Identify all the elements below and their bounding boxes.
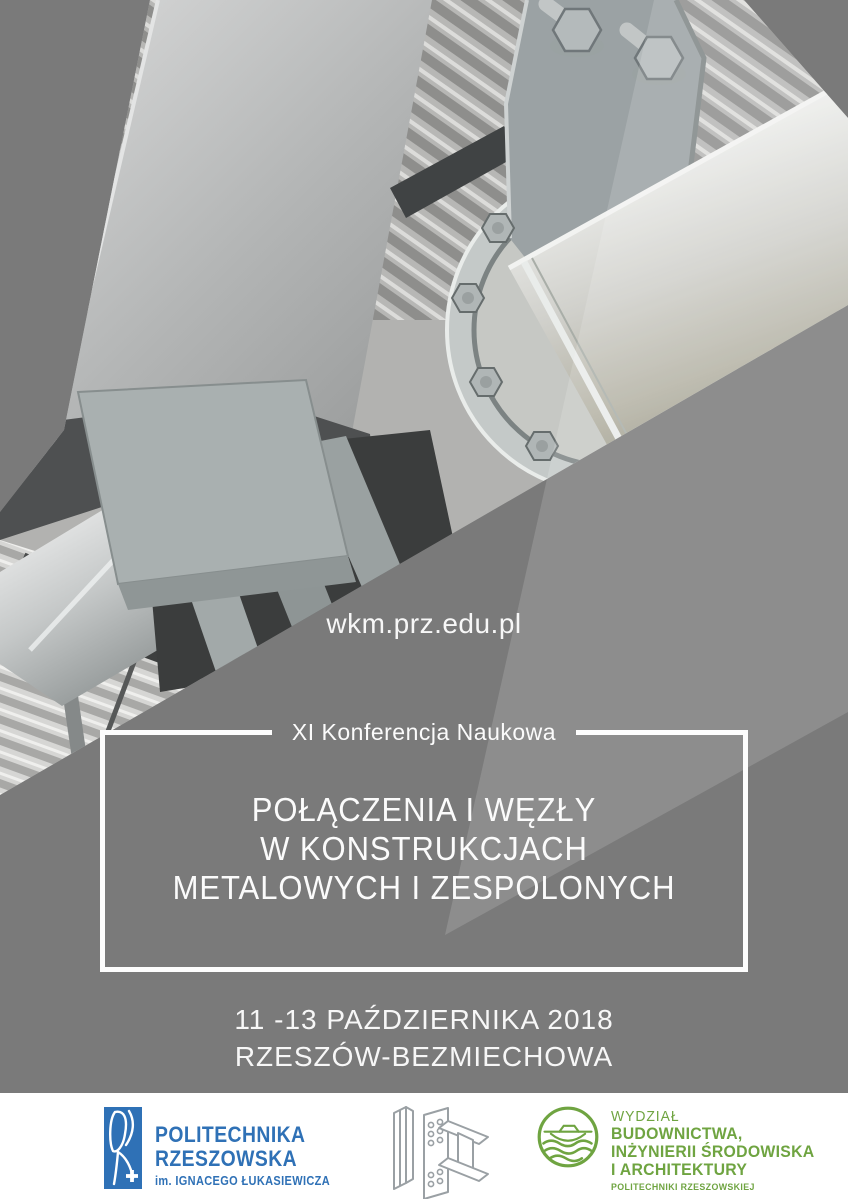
faculty-line-1: WYDZIAŁ	[611, 1108, 680, 1125]
conference-dates: 11 -13 PAŹDZIERNIKA 2018	[234, 1004, 614, 1035]
footer-logos	[0, 1093, 848, 1200]
date-location-block	[0, 1001, 848, 1075]
title-line-3: METALOWYCH I ZESPOLONYCH	[172, 869, 676, 906]
conference-location: RZESZÓW-BEZMIECHOWA	[234, 1041, 614, 1072]
faculty-line-5: POLITECHNIKI RZESZOWSKIEJ	[611, 1182, 755, 1193]
conference-title	[124, 790, 724, 907]
title-line-1: POŁĄCZENIA I WĘZŁY	[251, 791, 597, 828]
faculty-line-2: BUDOWNICTWA,	[611, 1124, 743, 1143]
politechnika-rzeszowska-logo[interactable]	[104, 1107, 354, 1189]
prz-patron-line: im. IGNACEGO ŁUKASIEWICZA	[155, 1174, 331, 1188]
faculty-logo[interactable]	[536, 1105, 830, 1193]
prz-name-line-2: RZESZOWSKA	[155, 1146, 298, 1171]
prz-text-block	[155, 1123, 330, 1189]
faculty-bridge-icon	[536, 1105, 600, 1169]
website-url[interactable]: wkm.prz.edu.pl	[326, 608, 522, 639]
title-box	[100, 732, 748, 972]
faculty-text-block	[611, 1108, 814, 1193]
title-line-2: W KONSTRUKCJACH	[260, 830, 588, 867]
faculty-line-4: I ARCHITEKTURY	[611, 1160, 748, 1179]
steel-joint-drawing-icon	[372, 1095, 494, 1199]
prz-monogram-icon	[104, 1107, 142, 1189]
faculty-line-3: INŻYNIERII ŚRODOWISKA	[611, 1142, 815, 1161]
conference-kicker: XI Konferencja Naukowa	[291, 718, 557, 745]
prz-name-line-1: POLITECHNIKA	[155, 1122, 306, 1147]
